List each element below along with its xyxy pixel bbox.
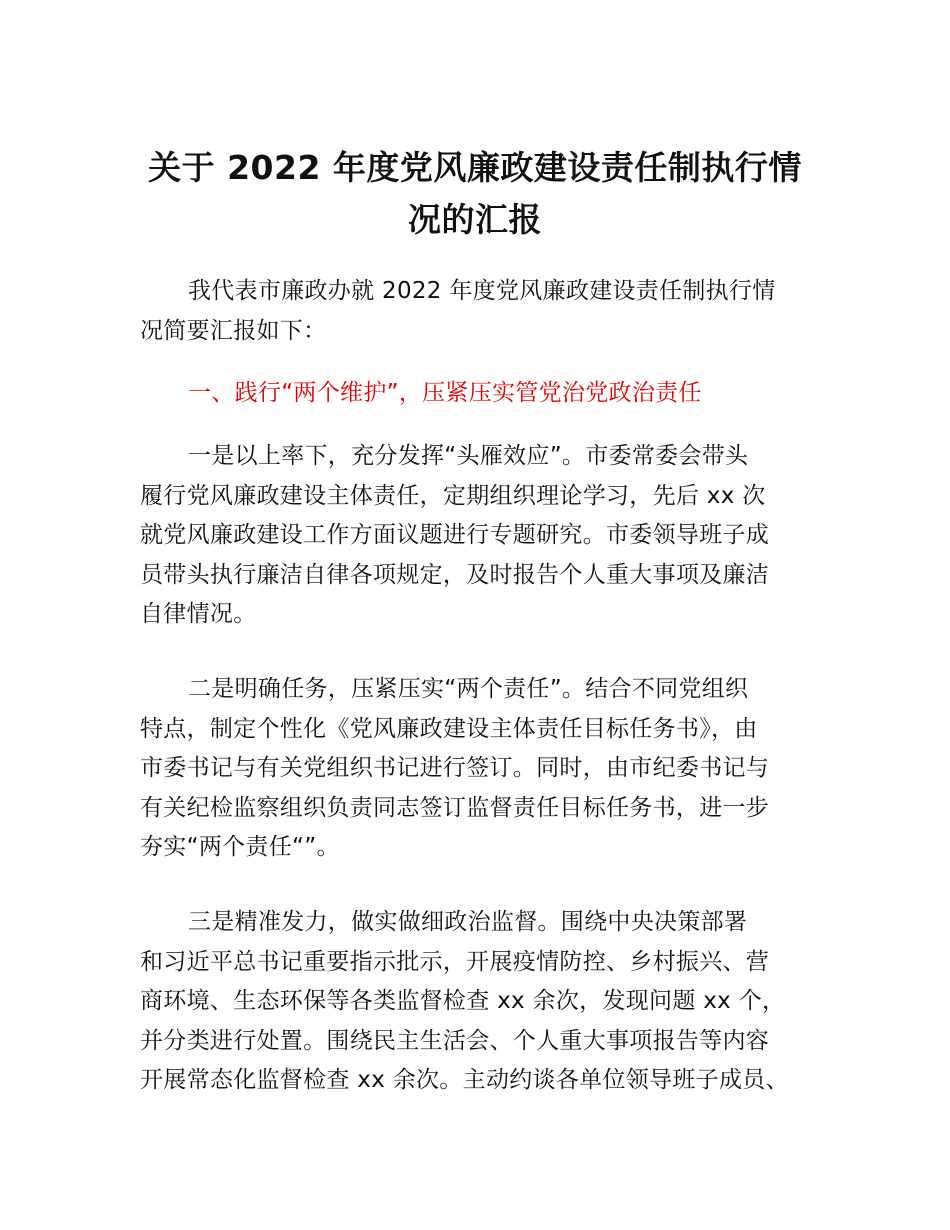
para1-line-5: 自律情况。: [140, 601, 257, 627]
document-title: [130, 142, 820, 246]
para1-line-3: 就党风廉政建设工作方面议题进行专题研究。市委领导班子成: [140, 522, 770, 548]
section-heading: [140, 374, 820, 414]
para1-line-1: 一是以上率下，充分发挥“头雁效应”。市委常委会带头: [188, 443, 749, 469]
paragraph-1: [140, 437, 820, 635]
title-line-1: 关于 2022 年度党风廉政建设责任制执行情: [148, 148, 802, 187]
paragraph-2: [140, 670, 820, 868]
para2-line-1: 二是明确任务，压紧压实“两个责任”。结合不同党组织: [188, 676, 749, 702]
title-line-2: 况的汇报: [408, 200, 542, 239]
intro-line-1: 我代表市廉政办就 2022 年度党风廉政建设责任制执行情: [188, 278, 776, 304]
section1-heading-text: 一、践行“两个维护”，压紧压实管党治党政治责任: [188, 380, 702, 406]
para2-line-2: 特点，制定个性化《党风廉政建设主体责任目标任务书》，由: [140, 715, 758, 742]
para3-line-5: 开展常态化监督检查 xx 余次。主动约谈各单位领导班子成员、: [140, 1067, 789, 1093]
intro-paragraph: [140, 272, 820, 351]
para3-line-1: 三是精准发力，做实做细政治监督。围绕中央决策部署: [188, 909, 748, 935]
para2-line-5: 夯实“两个责任“”。: [140, 834, 340, 860]
paragraph-3: [140, 903, 820, 1101]
para3-line-4: 并分类进行处置。围绕民主生活会、个人重大事项报告等内容: [140, 1027, 770, 1054]
para1-line-2: 履行党风廉政建设主体责任，定期组织理论学习，先后 xx 次: [140, 482, 766, 509]
para2-line-3: 市委书记与有关党组织书记进行签订。同时，由市纪委书记与: [140, 755, 770, 781]
intro-line-2: 况简要汇报如下：: [140, 317, 327, 344]
para2-line-4: 有关纪检监察组织负责同志签订监督责任目标任务书，进一步: [140, 794, 770, 821]
para3-line-2: 和习近平总书记重要指示批示，开展疫情防控、乡村振兴、营: [140, 948, 770, 975]
para3-line-3: 商环境、生态环保等各类监督检查 xx 余次，发现问题 xx 个，: [140, 988, 786, 1014]
para1-line-4: 员带头执行廉洁自律各项规定，及时报告个人重大事项及廉洁: [140, 561, 770, 588]
